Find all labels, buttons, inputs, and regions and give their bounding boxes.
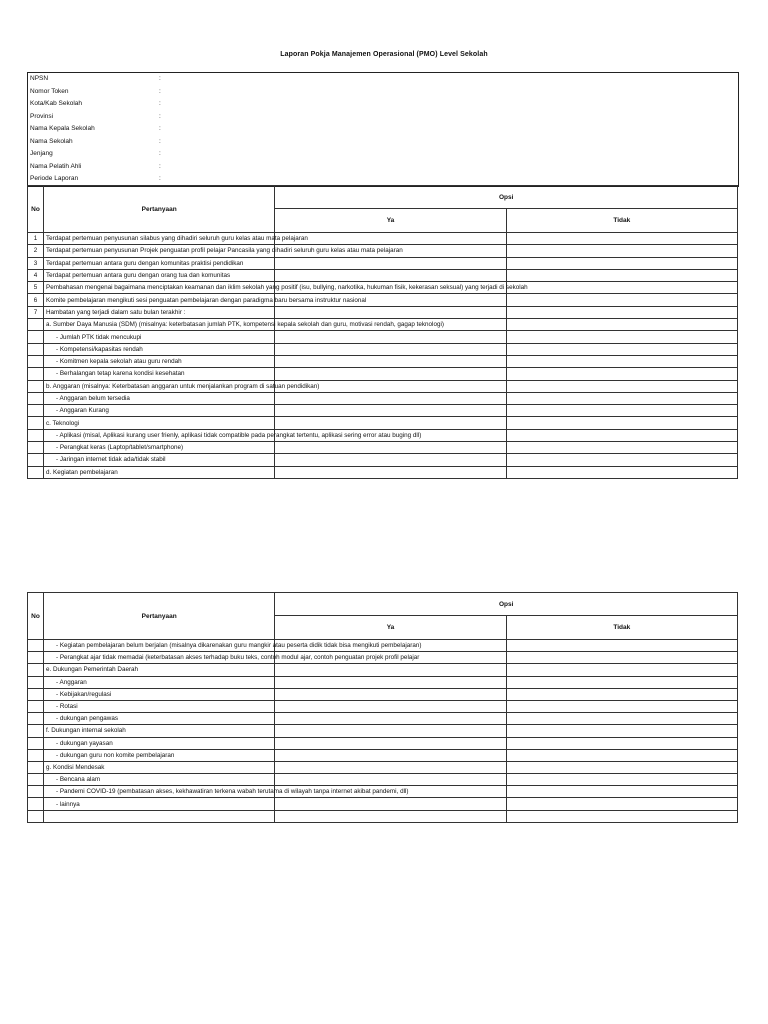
no-cell[interactable] — [506, 798, 737, 810]
row-question: Terdapat pertemuan antara guru dengan orang tua dan komunitas — [44, 269, 275, 281]
row-number — [28, 442, 44, 454]
header-yes: Ya — [275, 209, 506, 233]
table-row — [28, 676, 738, 688]
table-row — [28, 652, 738, 664]
row-question: Terdapat pertemuan antara guru dengan komunitas praktisi pendidikan — [44, 257, 275, 269]
row-question: - Anggaran — [44, 676, 275, 688]
row-number — [28, 319, 44, 331]
row-question: a. Sumber Daya Manusia (SDM) (misalnya: keterbatasan jumlah PTK, kompetensi kepala sekolah dan guru, motivasi rendah, gagap teknologi) — [44, 319, 275, 331]
row-number: 2 — [28, 245, 44, 257]
table-row — [28, 761, 738, 773]
info-separator: : — [159, 175, 161, 182]
no-cell[interactable] — [506, 282, 737, 294]
header-no-option: Tidak — [506, 616, 737, 640]
table-row — [28, 331, 738, 343]
row-number — [28, 405, 44, 417]
header-no: No — [28, 186, 44, 233]
row-number — [28, 798, 44, 810]
row-number — [28, 713, 44, 725]
no-cell[interactable] — [506, 774, 737, 786]
row-question: - Jaringan internet tidak ada/tidak stabil — [44, 454, 275, 466]
yes-cell[interactable] — [275, 664, 506, 676]
no-cell[interactable] — [506, 257, 737, 269]
table-row — [28, 798, 738, 810]
yes-cell[interactable] — [275, 676, 506, 688]
yes-cell[interactable] — [275, 269, 506, 281]
table-row — [28, 282, 738, 294]
info-label: Kota/Kab Sekolah — [30, 100, 83, 107]
row-question: - Anggaran belum tersedia — [44, 392, 275, 404]
table-row — [28, 713, 738, 725]
no-cell[interactable] — [506, 245, 737, 257]
row-number — [28, 454, 44, 466]
no-cell[interactable] — [506, 442, 737, 454]
header-no-option: Tidak — [506, 209, 737, 233]
info-separator: : — [159, 137, 161, 145]
yes-cell[interactable] — [275, 713, 506, 725]
no-cell[interactable] — [506, 810, 737, 822]
no-cell[interactable] — [506, 713, 737, 725]
row-number: 3 — [28, 257, 44, 269]
header-options: Opsi — [275, 186, 738, 209]
row-number — [28, 664, 44, 676]
table-row — [28, 664, 738, 676]
no-cell[interactable] — [506, 786, 737, 798]
row-question: Terdapat pertemuan penyusunan Projek penguatan profil pelajar Pancasila yang dihadiri seluruh guru kelas atau mata pelajaran — [44, 245, 275, 257]
table-row — [28, 343, 738, 355]
header-options: Opsi — [275, 593, 738, 616]
info-row — [28, 98, 738, 111]
row-number: 5 — [28, 282, 44, 294]
document-title: Laporan Pokja Manajemen Operasional (PMO) Level Sekolah — [280, 51, 488, 58]
row-question: f. Dukungan internal sekolah — [44, 725, 275, 737]
row-number — [28, 774, 44, 786]
info-label: Provinsi — [30, 112, 54, 120]
row-number — [28, 368, 44, 380]
row-number — [28, 417, 44, 429]
table-row — [28, 749, 738, 761]
row-question: g. Kondisi Mendesak — [44, 761, 275, 773]
no-cell[interactable] — [506, 640, 737, 652]
no-cell[interactable] — [506, 688, 737, 700]
row-question: c. Teknologi — [44, 417, 275, 429]
row-number: 1 — [28, 233, 44, 245]
no-cell[interactable] — [506, 355, 737, 367]
info-separator: : — [159, 112, 161, 120]
no-cell[interactable] — [506, 380, 737, 392]
info-row — [28, 148, 738, 161]
info-label: Nama Kepala Sekolah — [30, 125, 95, 132]
no-cell[interactable] — [506, 749, 737, 761]
row-question: - dukungan guru non komite pembelajaran — [44, 749, 275, 761]
info-separator: : — [159, 150, 161, 157]
table-row — [28, 405, 738, 417]
row-number: 6 — [28, 294, 44, 306]
yes-cell[interactable] — [275, 725, 506, 737]
table-row — [28, 380, 738, 392]
table-row — [28, 257, 738, 269]
table-row — [28, 392, 738, 404]
table-row — [28, 417, 738, 429]
row-question: Terdapat pertemuan penyusunan silabus yang dihadiri seluruh guru kelas atau mata pelajaran — [44, 233, 275, 245]
yes-cell[interactable] — [275, 306, 506, 318]
row-question: - Aplikasi (misal, Aplikasi kurang user frienly, aplikasi tidak compatible pada perangkat tertentu, aplikasi sering error atau buging dll) — [44, 429, 275, 441]
row-question: - Kegiatan pembelajaran belum berjalan (misalnya dikarenakan guru mangkir atau peserta didik tidak bisa mengikuti pembelajaran) — [44, 640, 275, 652]
row-number — [28, 392, 44, 404]
info-separator: : — [159, 162, 161, 170]
info-row — [28, 136, 738, 149]
no-cell[interactable] — [506, 466, 737, 478]
table-row — [28, 810, 738, 822]
row-number — [28, 688, 44, 700]
table-row — [28, 442, 738, 454]
table-row — [28, 454, 738, 466]
table-row — [28, 233, 738, 245]
no-cell[interactable] — [506, 676, 737, 688]
row-question: Pembahasan mengenai bagaimana menciptakan keamanan dan iklim sekolah yang positif (isu, bullying, narkotika, hukuman fisik, kekerasan seksual) yang terjadi di sekolah — [44, 282, 275, 294]
row-number — [28, 380, 44, 392]
row-question: - Rotasi — [44, 700, 275, 712]
row-question: Hambatan yang terjadi dalam satu bulan terakhir : — [44, 306, 275, 318]
table-row — [28, 466, 738, 478]
no-cell[interactable] — [506, 331, 737, 343]
row-question: - Kebijakan/regulasi — [44, 688, 275, 700]
yes-cell[interactable] — [275, 405, 506, 417]
no-cell[interactable] — [506, 306, 737, 318]
row-number — [28, 355, 44, 367]
row-question: - Perangkat keras (Laptop/tablet/smartphone) — [44, 442, 275, 454]
yes-cell[interactable] — [275, 331, 506, 343]
no-cell[interactable] — [506, 725, 737, 737]
no-cell[interactable] — [506, 343, 737, 355]
info-label: Nomor Token — [30, 87, 69, 95]
row-question: Komite pembelajaran mengikuti sesi penguatan pembelajaran dengan paradigma baru bersama instruktur nasional — [44, 294, 275, 306]
row-question: d. Kegiatan pembelajaran — [44, 466, 275, 478]
info-row — [28, 111, 738, 124]
no-cell[interactable] — [506, 664, 737, 676]
yes-cell[interactable] — [275, 761, 506, 773]
no-cell[interactable] — [506, 269, 737, 281]
questionnaire-table-page1 — [27, 185, 738, 479]
no-cell[interactable] — [506, 737, 737, 749]
yes-cell[interactable] — [275, 737, 506, 749]
info-row — [28, 161, 738, 174]
row-number — [28, 725, 44, 737]
table-row — [28, 640, 738, 652]
row-question: - Bencana alam — [44, 774, 275, 786]
yes-cell[interactable] — [275, 688, 506, 700]
row-number — [28, 429, 44, 441]
yes-cell[interactable] — [275, 233, 506, 245]
table-row — [28, 700, 738, 712]
row-number: 7 — [28, 306, 44, 318]
info-label: Periode Laporan — [30, 175, 79, 182]
no-cell[interactable] — [506, 429, 737, 441]
no-cell[interactable] — [506, 417, 737, 429]
yes-cell[interactable] — [275, 749, 506, 761]
header-question: Pertanyaan — [44, 593, 275, 640]
info-row — [28, 86, 738, 99]
no-cell[interactable] — [506, 405, 737, 417]
header-no: No — [28, 593, 44, 640]
row-number — [28, 652, 44, 664]
row-question: - Kompetensi/kapasitas rendah — [44, 343, 275, 355]
table-row — [28, 245, 738, 257]
row-number — [28, 331, 44, 343]
row-question — [44, 810, 275, 822]
yes-cell[interactable] — [275, 343, 506, 355]
no-cell[interactable] — [506, 761, 737, 773]
no-cell[interactable] — [506, 233, 737, 245]
yes-cell[interactable] — [275, 392, 506, 404]
info-separator: : — [159, 75, 161, 82]
table-row — [28, 737, 738, 749]
no-cell[interactable] — [506, 700, 737, 712]
yes-cell[interactable] — [275, 810, 506, 822]
row-question: - Jumlah PTK tidak mencukupi — [44, 331, 275, 343]
yes-cell[interactable] — [275, 454, 506, 466]
yes-cell[interactable] — [275, 700, 506, 712]
row-number — [28, 810, 44, 822]
info-label: NPSN — [30, 75, 49, 82]
yes-cell[interactable] — [275, 774, 506, 786]
yes-cell[interactable] — [275, 368, 506, 380]
yes-cell[interactable] — [275, 798, 506, 810]
info-row — [28, 123, 738, 136]
no-cell[interactable] — [506, 454, 737, 466]
table-row — [28, 306, 738, 318]
table-row — [28, 774, 738, 786]
row-number — [28, 786, 44, 798]
no-cell[interactable] — [506, 319, 737, 331]
row-question: - dukungan yayasan — [44, 737, 275, 749]
table-row — [28, 725, 738, 737]
table-row — [28, 319, 738, 331]
questionnaire-table-page2 — [27, 592, 738, 823]
no-cell[interactable] — [506, 294, 737, 306]
row-number — [28, 749, 44, 761]
info-label: Nama Sekolah — [30, 137, 73, 145]
row-question: b. Anggaran (misalnya: Keterbatasan anggaran untuk menjalankan program di satuan pendidikan) — [44, 380, 275, 392]
info-separator: : — [159, 125, 161, 132]
table-row — [28, 429, 738, 441]
row-number — [28, 761, 44, 773]
row-question: - Komitmen kepala sekolah atau guru rendah — [44, 355, 275, 367]
row-question: - dukungan pengawas — [44, 713, 275, 725]
info-separator: : — [159, 100, 161, 107]
row-number — [28, 466, 44, 478]
yes-cell[interactable] — [275, 466, 506, 478]
info-row — [28, 173, 738, 186]
row-question: e. Dukungan Pemerintah Daerah — [44, 664, 275, 676]
row-number — [28, 676, 44, 688]
table-row — [28, 294, 738, 306]
table-row — [28, 688, 738, 700]
info-label: Nama Pelatih Ahli — [30, 162, 82, 170]
info-row — [28, 73, 738, 86]
row-question: - Pandemi COVID-19 (pembatasan akses, kekhawatiran terkena wabah terutama di wilayah tanpa internet akibat pandemi, dll) — [44, 786, 275, 798]
row-question: - Berhalangan tetap karena kondisi kesehatan — [44, 368, 275, 380]
table-row — [28, 786, 738, 798]
row-number: 4 — [28, 269, 44, 281]
no-cell[interactable] — [506, 368, 737, 380]
school-info-box — [27, 72, 739, 187]
row-question: - Anggaran Kurang — [44, 405, 275, 417]
yes-cell[interactable] — [275, 442, 506, 454]
row-question: - lainnya — [44, 798, 275, 810]
row-number — [28, 640, 44, 652]
no-cell[interactable] — [506, 652, 737, 664]
row-number — [28, 700, 44, 712]
header-question: Pertanyaan — [44, 186, 275, 233]
table-row — [28, 368, 738, 380]
info-separator: : — [159, 87, 161, 95]
yes-cell[interactable] — [275, 417, 506, 429]
row-question: - Perangkat ajar tidak memadai (keterbatasan akses terhadap buku teks, contoh modul ajar, contoh penguatan projek profil pelajar — [44, 652, 275, 664]
no-cell[interactable] — [506, 392, 737, 404]
yes-cell[interactable] — [275, 257, 506, 269]
info-label: Jenjang — [30, 150, 53, 157]
table-row — [28, 269, 738, 281]
table-row — [28, 355, 738, 367]
row-number — [28, 343, 44, 355]
yes-cell[interactable] — [275, 355, 506, 367]
header-yes: Ya — [275, 616, 506, 640]
row-number — [28, 737, 44, 749]
